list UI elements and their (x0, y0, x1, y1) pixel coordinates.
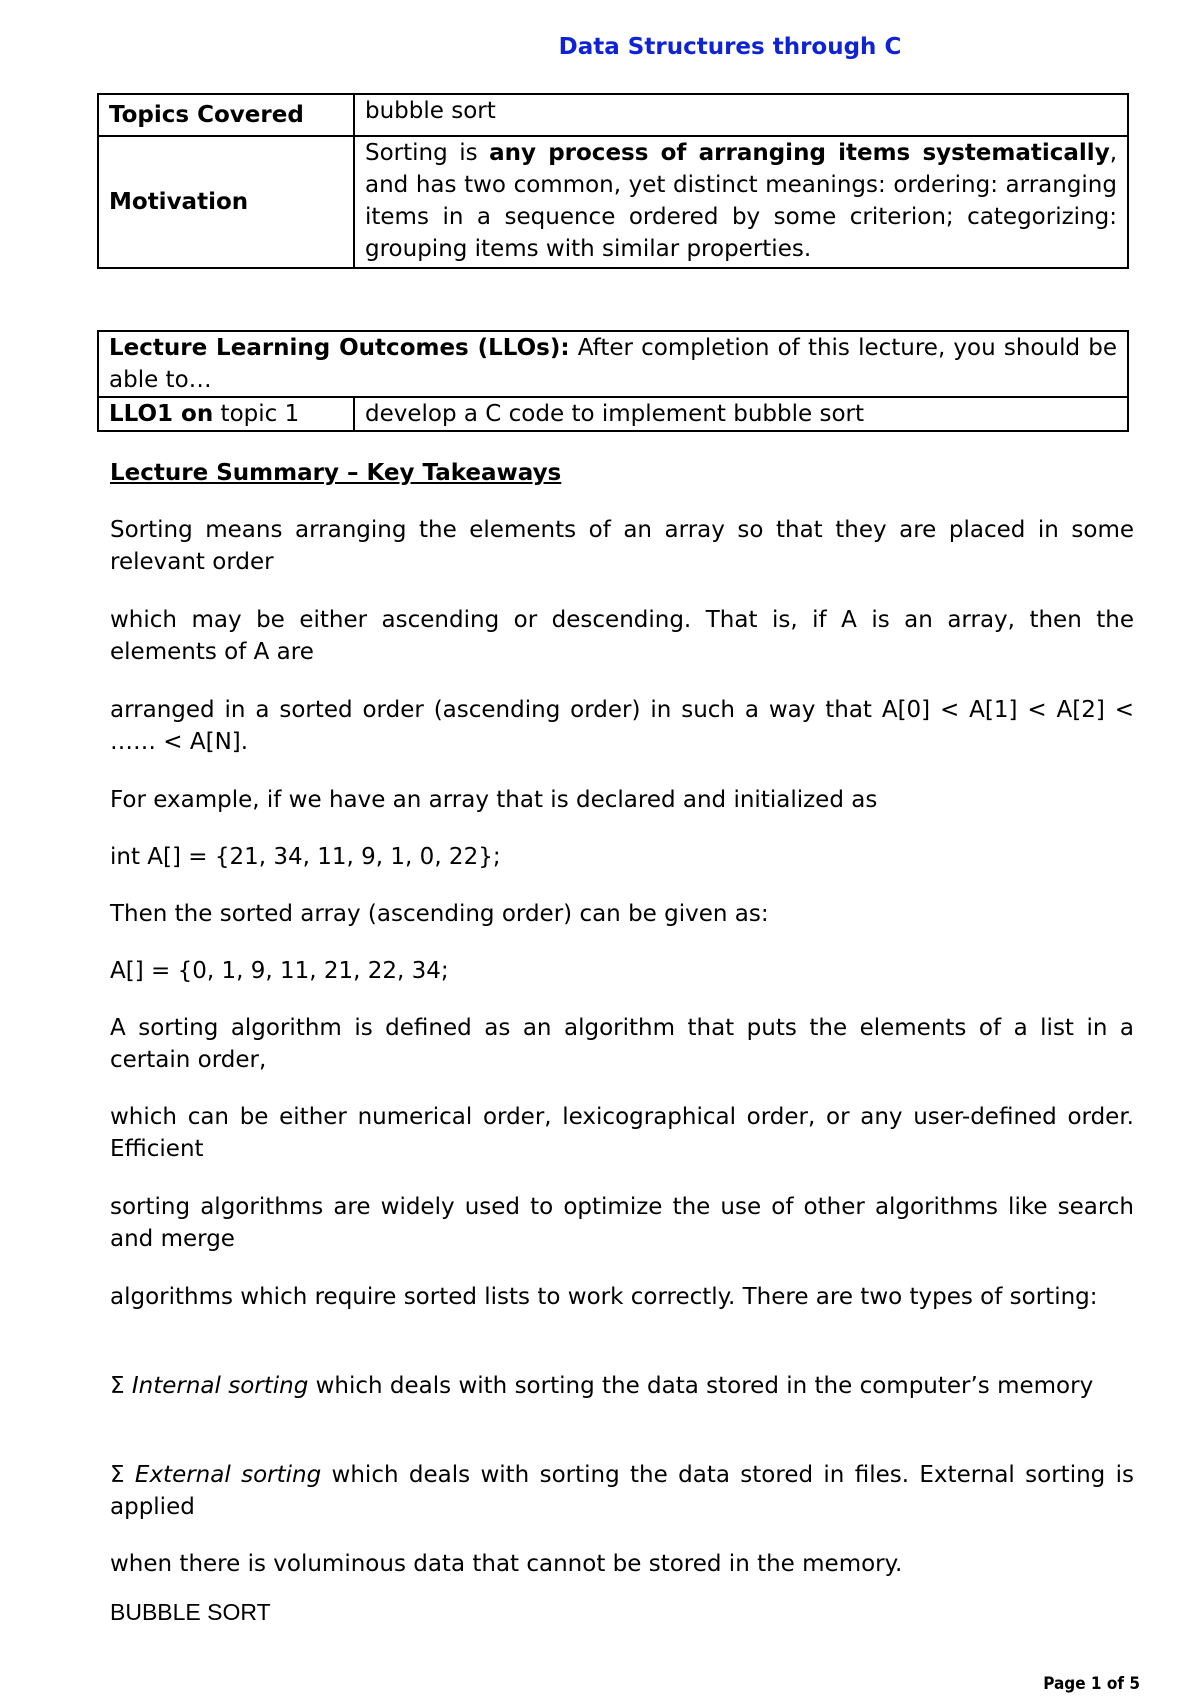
bullet-internal-sorting (110, 1370, 1134, 1402)
motivation-row (98, 136, 1128, 268)
summary-heading (110, 457, 1134, 489)
summary-p10: sorting algorithms are widely used to optimize the use of other algorithms like search and merge (110, 1194, 1134, 1252)
llo-table (97, 330, 1129, 432)
motivation-value (354, 136, 1128, 268)
summary-p13-bubble-sort: BUBBLE SORT (110, 1599, 271, 1625)
summary-p5: int A[] = {21, 34, 11, 9, 1, 0, 22}; (110, 844, 501, 870)
llo1-label-bold-2: n (196, 401, 214, 427)
summary-p8: A sorting algorithm is defined as an algorithm that puts the elements of a list in a certain order, (110, 1015, 1134, 1073)
topics-table (97, 93, 1129, 269)
page-number: Page 1 of 5 (1043, 1674, 1140, 1694)
llo-heading-bold: Lecture Learning Outcomes (LLOs): (109, 335, 570, 361)
motivation-label: Motivation (98, 136, 354, 268)
llo-heading (98, 331, 1128, 397)
summary-p7: A[] = {0, 1, 9, 11, 21, 22, 34; (110, 958, 449, 984)
summary-p6: Then the sorted array (ascending order) can be given as: (110, 901, 769, 927)
llo1-value: develop a C code to implement bubble sort (354, 397, 1128, 431)
llo1-row (98, 397, 1128, 431)
llo1-label (98, 397, 354, 431)
summary-p1: Sorting means arranging the elements of an array so that they are placed in some relevant order (110, 517, 1134, 575)
page-header-title: Data Structures through C (558, 34, 902, 60)
llo1-label-bold: LLO1 o (109, 401, 197, 427)
bullet-external-italic: External sorting (134, 1462, 322, 1488)
bullet-external-rest: which deals with sorting the data stored in files. External sorting is applied (110, 1462, 1134, 1520)
summary-p3: arranged in a sorted order (ascending order) in such a way that A[0] < A[1] < A[2] < …… < A[N]. (110, 697, 1134, 755)
topics-value: bubble sort (354, 94, 1128, 136)
summary-p12: when there is voluminous data that cannot be stored in the memory. (110, 1551, 903, 1577)
topics-label: Topics Covered (98, 94, 354, 136)
llo-heading-row (98, 331, 1128, 397)
summary-p9: which can be either numerical order, lexicographical order, or any user-defined order. Efficient (110, 1104, 1134, 1162)
bullet-internal-rest: which deals with sorting the data stored in the computer’s memory (308, 1373, 1094, 1399)
bullet-external-sorting (110, 1459, 1134, 1523)
llo1-label-rest: topic 1 (213, 401, 300, 427)
topics-row (98, 94, 1128, 136)
summary-p2: which may be either ascending or descending. That is, if A is an array, then the elements of A are (110, 607, 1134, 665)
bullet-symbol: Σ (110, 1373, 125, 1399)
motivation-rest: , and has two common, yet distinct meanings: ordering: arranging items in a sequence ordered by some criterion; categorizing: grouping items with similar properties. (365, 140, 1117, 262)
bullet-internal-italic: Internal sorting (131, 1373, 309, 1399)
bullet-symbol: Σ (110, 1462, 125, 1488)
summary-p4: For example, if we have an array that is declared and initialized as (110, 787, 878, 813)
summary-p11: algorithms which require sorted lists to work correctly. There are two types of sorting: (110, 1284, 1098, 1310)
motivation-bold: any process of arranging items systematically (489, 140, 1110, 166)
summary-heading-text: Lecture Summary – Key Takeaways (110, 460, 562, 486)
motivation-intro: Sorting is (365, 140, 478, 166)
llo-heading-rest: After completion of this lecture, you should be able to… (109, 335, 1117, 393)
